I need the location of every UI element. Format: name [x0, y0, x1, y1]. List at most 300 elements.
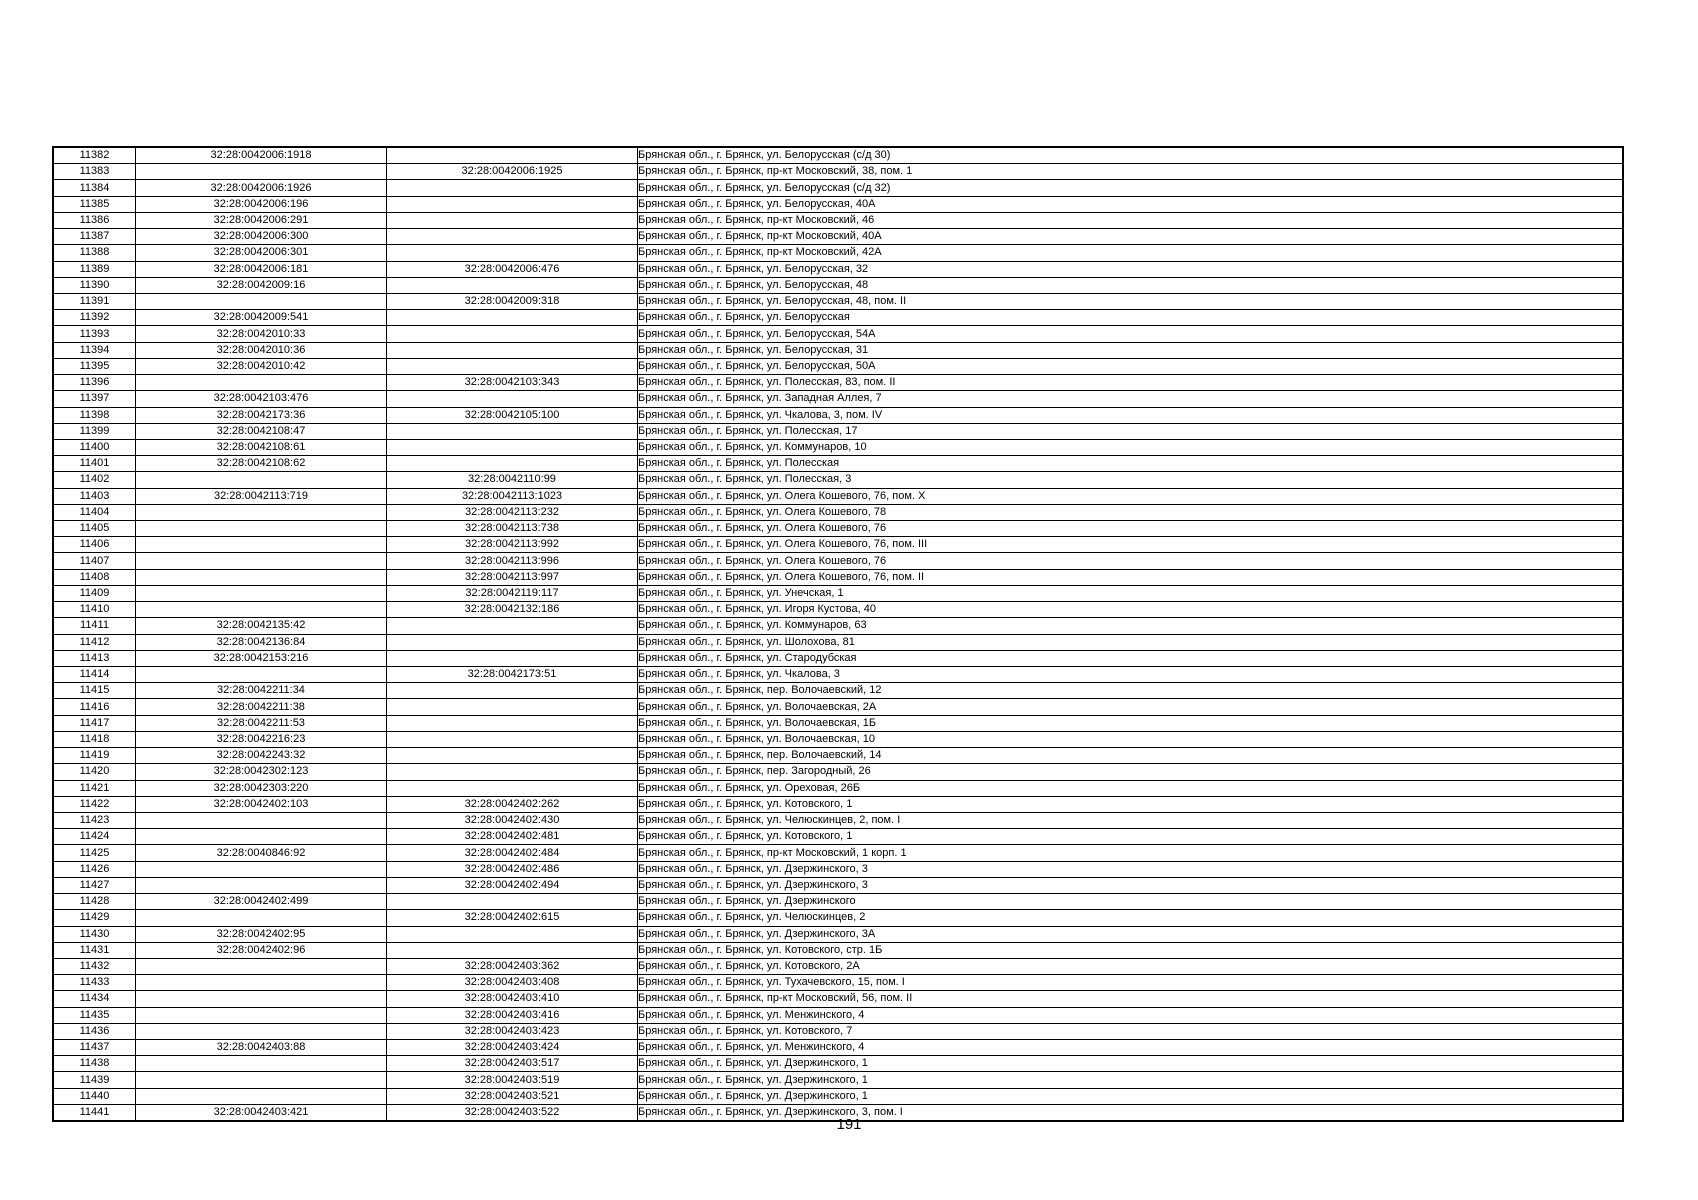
premises-cadastral-number-cell: 32:28:0042402:484 — [387, 845, 638, 861]
address-cell: Брянская обл., г. Брянск, ул. Олега Кошевого, 76, пом. II — [638, 569, 1624, 585]
cadastral-number-cell: 32:28:0042173:36 — [136, 407, 387, 423]
address-cell: Брянская обл., г. Брянск, пр-кт Московский, 40А — [638, 229, 1624, 245]
address-cell: Брянская обл., г. Брянск, ул. Белорусская (с/д 30) — [638, 147, 1624, 164]
row-number-cell: 11417 — [53, 715, 136, 731]
table-row — [53, 667, 1623, 683]
cadastral-number-cell: 32:28:0042402:103 — [136, 796, 387, 812]
row-number-cell: 11387 — [53, 229, 136, 245]
premises-cadastral-number-cell: 32:28:0042402:481 — [387, 829, 638, 845]
cadastral-number-cell — [136, 1007, 387, 1023]
address-cell: Брянская обл., г. Брянск, ул. Дзержинского, 3, пом. I — [638, 1104, 1624, 1121]
table-row — [53, 1072, 1623, 1088]
table-row — [53, 585, 1623, 601]
table-row — [53, 812, 1623, 828]
table-row — [53, 715, 1623, 731]
premises-cadastral-number-cell — [387, 618, 638, 634]
cadastral-number-cell: 32:28:0042403:88 — [136, 1040, 387, 1056]
registry-table-body — [53, 147, 1623, 1121]
row-number-cell: 11403 — [53, 488, 136, 504]
table-row — [53, 164, 1623, 180]
table-row — [53, 1023, 1623, 1039]
address-cell: Брянская обл., г. Брянск, ул. Коммунаров, 63 — [638, 618, 1624, 634]
row-number-cell: 11392 — [53, 310, 136, 326]
cadastral-number-cell — [136, 1023, 387, 1039]
address-cell: Брянская обл., г. Брянск, ул. Белорусская, 48, пом. II — [638, 293, 1624, 309]
table-row — [53, 375, 1623, 391]
row-number-cell: 11398 — [53, 407, 136, 423]
premises-cadastral-number-cell: 32:28:0042402:486 — [387, 861, 638, 877]
premises-cadastral-number-cell — [387, 391, 638, 407]
address-cell: Брянская обл., г. Брянск, пер. Волочаевский, 12 — [638, 683, 1624, 699]
address-cell: Брянская обл., г. Брянск, пр-кт Московский, 1 корп. 1 — [638, 845, 1624, 861]
cadastral-number-cell — [136, 504, 387, 520]
cadastral-number-cell — [136, 375, 387, 391]
table-row — [53, 1056, 1623, 1072]
cadastral-number-cell — [136, 991, 387, 1007]
table-row — [53, 796, 1623, 812]
cadastral-number-cell: 32:28:0042136:84 — [136, 634, 387, 650]
page-number: 191 — [836, 1116, 862, 1133]
cadastral-number-cell: 32:28:0042303:220 — [136, 780, 387, 796]
premises-cadastral-number-cell — [387, 423, 638, 439]
table-row — [53, 942, 1623, 958]
table-row — [53, 553, 1623, 569]
table-row — [53, 926, 1623, 942]
row-number-cell: 11396 — [53, 375, 136, 391]
address-cell: Брянская обл., г. Брянск, ул. Дзержинского, 1 — [638, 1088, 1624, 1104]
cadastral-number-cell: 32:28:0042006:300 — [136, 229, 387, 245]
row-number-cell: 11440 — [53, 1088, 136, 1104]
cadastral-number-cell — [136, 812, 387, 828]
row-number-cell: 11438 — [53, 1056, 136, 1072]
premises-cadastral-number-cell: 32:28:0042403:408 — [387, 975, 638, 991]
address-cell: Брянская обл., г. Брянск, ул. Олега Кошевого, 76, пом. X — [638, 488, 1624, 504]
premises-cadastral-number-cell: 32:28:0042403:522 — [387, 1104, 638, 1121]
premises-cadastral-number-cell — [387, 358, 638, 374]
address-cell: Брянская обл., г. Брянск, ул. Дзержинского — [638, 894, 1624, 910]
table-row — [53, 958, 1623, 974]
table-row — [53, 456, 1623, 472]
premises-cadastral-number-cell: 32:28:0042006:476 — [387, 261, 638, 277]
cadastral-number-cell: 32:28:0042006:196 — [136, 196, 387, 212]
row-number-cell: 11397 — [53, 391, 136, 407]
address-cell: Брянская обл., г. Брянск, ул. Котовского, 1 — [638, 829, 1624, 845]
table-row — [53, 910, 1623, 926]
premises-cadastral-number-cell — [387, 456, 638, 472]
cadastral-number-cell — [136, 164, 387, 180]
row-number-cell: 11428 — [53, 894, 136, 910]
table-row — [53, 504, 1623, 520]
table-row — [53, 602, 1623, 618]
cadastral-number-cell: 32:28:0042108:47 — [136, 423, 387, 439]
premises-cadastral-number-cell: 32:28:0042403:424 — [387, 1040, 638, 1056]
row-number-cell: 11388 — [53, 245, 136, 261]
address-cell: Брянская обл., г. Брянск, ул. Менжинского, 4 — [638, 1040, 1624, 1056]
premises-cadastral-number-cell: 32:28:0042402:494 — [387, 877, 638, 893]
table-row — [53, 326, 1623, 342]
cadastral-number-cell — [136, 293, 387, 309]
premises-cadastral-number-cell — [387, 764, 638, 780]
row-number-cell: 11409 — [53, 585, 136, 601]
premises-cadastral-number-cell — [387, 731, 638, 747]
cadastral-number-cell — [136, 569, 387, 585]
premises-cadastral-number-cell: 32:28:0042110:99 — [387, 472, 638, 488]
row-number-cell: 11434 — [53, 991, 136, 1007]
premises-cadastral-number-cell: 32:28:0042009:318 — [387, 293, 638, 309]
table-row — [53, 829, 1623, 845]
table-row — [53, 407, 1623, 423]
premises-cadastral-number-cell: 32:28:0042113:997 — [387, 569, 638, 585]
table-row — [53, 391, 1623, 407]
row-number-cell: 11410 — [53, 602, 136, 618]
address-cell: Брянская обл., г. Брянск, ул. Котовского, стр. 1Б — [638, 942, 1624, 958]
cadastral-number-cell — [136, 861, 387, 877]
cadastral-number-cell: 32:28:0042108:61 — [136, 439, 387, 455]
address-cell: Брянская обл., г. Брянск, ул. Белорусская, 31 — [638, 342, 1624, 358]
address-cell: Брянская обл., г. Брянск, ул. Чкалова, 3 — [638, 667, 1624, 683]
cadastral-number-cell: 32:28:0042211:34 — [136, 683, 387, 699]
table-row — [53, 196, 1623, 212]
address-cell: Брянская обл., г. Брянск, ул. Белорусская, 54А — [638, 326, 1624, 342]
cadastral-number-cell: 32:28:0042009:16 — [136, 277, 387, 293]
row-number-cell: 11404 — [53, 504, 136, 520]
address-cell: Брянская обл., г. Брянск, ул. Белорусская, 48 — [638, 277, 1624, 293]
row-number-cell: 11431 — [53, 942, 136, 958]
address-cell: Брянская обл., г. Брянск, ул. Олега Кошевого, 76 — [638, 521, 1624, 537]
table-row — [53, 845, 1623, 861]
cadastral-number-cell: 32:28:0042403:421 — [136, 1104, 387, 1121]
cadastral-number-cell: 32:28:0042006:1918 — [136, 147, 387, 164]
premises-cadastral-number-cell: 32:28:0042403:519 — [387, 1072, 638, 1088]
address-cell: Брянская обл., г. Брянск, ул. Челюскинцев, 2, пом. I — [638, 812, 1624, 828]
address-cell: Брянская обл., г. Брянск, пр-кт Московский, 46 — [638, 212, 1624, 228]
table-row — [53, 245, 1623, 261]
row-number-cell: 11390 — [53, 277, 136, 293]
cadastral-number-cell — [136, 1072, 387, 1088]
table-row — [53, 1007, 1623, 1023]
address-cell: Брянская обл., г. Брянск, пер. Волочаевский, 14 — [638, 748, 1624, 764]
row-number-cell: 11416 — [53, 699, 136, 715]
address-cell: Брянская обл., г. Брянск, ул. Олега Кошевого, 78 — [638, 504, 1624, 520]
row-number-cell: 11415 — [53, 683, 136, 699]
row-number-cell: 11432 — [53, 958, 136, 974]
table-row — [53, 521, 1623, 537]
cadastral-number-cell — [136, 877, 387, 893]
cadastral-number-cell: 32:28:0042211:53 — [136, 715, 387, 731]
row-number-cell: 11426 — [53, 861, 136, 877]
address-cell: Брянская обл., г. Брянск, ул. Белорусская — [638, 310, 1624, 326]
premises-cadastral-number-cell — [387, 650, 638, 666]
row-number-cell: 11383 — [53, 164, 136, 180]
table-row — [53, 764, 1623, 780]
premises-cadastral-number-cell: 32:28:0042402:615 — [387, 910, 638, 926]
cadastral-number-cell: 32:28:0042006:1926 — [136, 180, 387, 196]
table-row — [53, 229, 1623, 245]
cadastral-number-cell: 32:28:0042402:95 — [136, 926, 387, 942]
row-number-cell: 11427 — [53, 877, 136, 893]
row-number-cell: 11399 — [53, 423, 136, 439]
premises-cadastral-number-cell: 32:28:0042105:100 — [387, 407, 638, 423]
table-row — [53, 342, 1623, 358]
row-number-cell: 11411 — [53, 618, 136, 634]
cadastral-number-cell — [136, 1088, 387, 1104]
table-row — [53, 894, 1623, 910]
table-row — [53, 877, 1623, 893]
premises-cadastral-number-cell — [387, 942, 638, 958]
premises-cadastral-number-cell: 32:28:0042006:1925 — [387, 164, 638, 180]
premises-cadastral-number-cell — [387, 780, 638, 796]
cadastral-number-cell — [136, 910, 387, 926]
table-row — [53, 277, 1623, 293]
address-cell: Брянская обл., г. Брянск, ул. Котовского, 2А — [638, 958, 1624, 974]
address-cell: Брянская обл., г. Брянск, пер. Загородный, 26 — [638, 764, 1624, 780]
premises-cadastral-number-cell — [387, 229, 638, 245]
cadastral-number-cell: 32:28:0042113:719 — [136, 488, 387, 504]
premises-cadastral-number-cell — [387, 699, 638, 715]
cadastral-number-cell: 32:28:0042108:62 — [136, 456, 387, 472]
premises-cadastral-number-cell: 32:28:0042403:423 — [387, 1023, 638, 1039]
table-row — [53, 293, 1623, 309]
row-number-cell: 11386 — [53, 212, 136, 228]
address-cell: Брянская обл., г. Брянск, ул. Полесская, 83, пом. II — [638, 375, 1624, 391]
address-cell: Брянская обл., г. Брянск, ул. Игоря Кустова, 40 — [638, 602, 1624, 618]
cadastral-number-cell — [136, 958, 387, 974]
address-cell: Брянская обл., г. Брянск, ул. Котовского, 7 — [638, 1023, 1624, 1039]
cadastral-number-cell: 32:28:0042010:33 — [136, 326, 387, 342]
address-cell: Брянская обл., г. Брянск, ул. Челюскинцев, 2 — [638, 910, 1624, 926]
address-cell: Брянская обл., г. Брянск, ул. Олега Кошевого, 76 — [638, 553, 1624, 569]
address-cell: Брянская обл., г. Брянск, ул. Белорусская (с/д 32) — [638, 180, 1624, 196]
premises-cadastral-number-cell: 32:28:0042113:738 — [387, 521, 638, 537]
table-row — [53, 975, 1623, 991]
row-number-cell: 11395 — [53, 358, 136, 374]
row-number-cell: 11401 — [53, 456, 136, 472]
row-number-cell: 11419 — [53, 748, 136, 764]
row-number-cell: 11406 — [53, 537, 136, 553]
premises-cadastral-number-cell: 32:28:0042402:430 — [387, 812, 638, 828]
premises-cadastral-number-cell: 32:28:0042113:992 — [387, 537, 638, 553]
address-cell: Брянская обл., г. Брянск, ул. Стародубская — [638, 650, 1624, 666]
row-number-cell: 11385 — [53, 196, 136, 212]
premises-cadastral-number-cell: 32:28:0042113:232 — [387, 504, 638, 520]
table-row — [53, 1088, 1623, 1104]
table-row — [53, 212, 1623, 228]
premises-cadastral-number-cell — [387, 683, 638, 699]
cadastral-number-cell — [136, 585, 387, 601]
cadastral-number-cell: 32:28:0042211:38 — [136, 699, 387, 715]
premises-cadastral-number-cell: 32:28:0042403:521 — [387, 1088, 638, 1104]
row-number-cell: 11407 — [53, 553, 136, 569]
address-cell: Брянская обл., г. Брянск, ул. Западная Аллея, 7 — [638, 391, 1624, 407]
row-number-cell: 11382 — [53, 147, 136, 164]
row-number-cell: 11400 — [53, 439, 136, 455]
table-row — [53, 650, 1623, 666]
row-number-cell: 11439 — [53, 1072, 136, 1088]
address-cell: Брянская обл., г. Брянск, ул. Менжинского, 4 — [638, 1007, 1624, 1023]
row-number-cell: 11384 — [53, 180, 136, 196]
address-cell: Брянская обл., г. Брянск, ул. Дзержинского, 3 — [638, 877, 1624, 893]
cadastral-number-cell: 32:28:0042006:301 — [136, 245, 387, 261]
cadastral-number-cell: 32:28:0042216:23 — [136, 731, 387, 747]
cadastral-number-cell — [136, 472, 387, 488]
cadastral-number-cell: 32:28:0042135:42 — [136, 618, 387, 634]
premises-cadastral-number-cell — [387, 748, 638, 764]
row-number-cell: 11422 — [53, 796, 136, 812]
address-cell: Брянская обл., г. Брянск, ул. Дзержинского, 1 — [638, 1056, 1624, 1072]
table-row — [53, 488, 1623, 504]
premises-cadastral-number-cell: 32:28:0042113:996 — [387, 553, 638, 569]
row-number-cell: 11441 — [53, 1104, 136, 1121]
premises-cadastral-number-cell: 32:28:0042132:186 — [387, 602, 638, 618]
premises-cadastral-number-cell: 32:28:0042103:343 — [387, 375, 638, 391]
premises-cadastral-number-cell: 32:28:0042403:416 — [387, 1007, 638, 1023]
address-cell: Брянская обл., г. Брянск, ул. Полесская — [638, 456, 1624, 472]
row-number-cell: 11414 — [53, 667, 136, 683]
row-number-cell: 11393 — [53, 326, 136, 342]
cadastral-number-cell — [136, 537, 387, 553]
table-row — [53, 780, 1623, 796]
row-number-cell: 11425 — [53, 845, 136, 861]
table-row — [53, 748, 1623, 764]
address-cell: Брянская обл., г. Брянск, ул. Унечская, 1 — [638, 585, 1624, 601]
premises-cadastral-number-cell — [387, 245, 638, 261]
row-number-cell: 11435 — [53, 1007, 136, 1023]
address-cell: Брянская обл., г. Брянск, пр-кт Московский, 42А — [638, 245, 1624, 261]
address-cell: Брянская обл., г. Брянск, ул. Белорусская, 40А — [638, 196, 1624, 212]
table-row — [53, 731, 1623, 747]
table-row — [53, 180, 1623, 196]
row-number-cell: 11424 — [53, 829, 136, 845]
table-row — [53, 310, 1623, 326]
address-cell: Брянская обл., г. Брянск, ул. Олега Кошевого, 76, пом. III — [638, 537, 1624, 553]
table-row — [53, 423, 1623, 439]
cadastral-number-cell: 32:28:0040846:92 — [136, 845, 387, 861]
address-cell: Брянская обл., г. Брянск, ул. Белорусская, 50А — [638, 358, 1624, 374]
cadastral-number-cell: 32:28:0042010:42 — [136, 358, 387, 374]
cadastral-number-cell: 32:28:0042006:181 — [136, 261, 387, 277]
table-row — [53, 261, 1623, 277]
address-cell: Брянская обл., г. Брянск, ул. Ореховая, 26Б — [638, 780, 1624, 796]
premises-cadastral-number-cell: 32:28:0042113:1023 — [387, 488, 638, 504]
table-row — [53, 439, 1623, 455]
cadastral-number-cell: 32:28:0042402:96 — [136, 942, 387, 958]
premises-cadastral-number-cell — [387, 147, 638, 164]
row-number-cell: 11429 — [53, 910, 136, 926]
address-cell: Брянская обл., г. Брянск, ул. Волочаевская, 2А — [638, 699, 1624, 715]
address-cell: Брянская обл., г. Брянск, ул. Полесская, 17 — [638, 423, 1624, 439]
row-number-cell: 11413 — [53, 650, 136, 666]
cadastral-number-cell: 32:28:0042243:32 — [136, 748, 387, 764]
row-number-cell: 11405 — [53, 521, 136, 537]
premises-cadastral-number-cell — [387, 439, 638, 455]
table-row — [53, 991, 1623, 1007]
cadastral-number-cell — [136, 553, 387, 569]
table-row — [53, 683, 1623, 699]
address-cell: Брянская обл., г. Брянск, ул. Дзержинского, 1 — [638, 1072, 1624, 1088]
premises-cadastral-number-cell — [387, 326, 638, 342]
cadastral-number-cell — [136, 602, 387, 618]
cadastral-number-cell: 32:28:0042009:541 — [136, 310, 387, 326]
row-number-cell: 11421 — [53, 780, 136, 796]
address-cell: Брянская обл., г. Брянск, ул. Волочаевская, 1Б — [638, 715, 1624, 731]
premises-cadastral-number-cell: 32:28:0042119:117 — [387, 585, 638, 601]
cadastral-number-cell: 32:28:0042006:291 — [136, 212, 387, 228]
premises-cadastral-number-cell — [387, 926, 638, 942]
cadastral-number-cell: 32:28:0042302:123 — [136, 764, 387, 780]
row-number-cell: 11389 — [53, 261, 136, 277]
address-cell: Брянская обл., г. Брянск, ул. Чкалова, 3, пом. IV — [638, 407, 1624, 423]
premises-cadastral-number-cell — [387, 277, 638, 293]
table-row — [53, 537, 1623, 553]
row-number-cell: 11423 — [53, 812, 136, 828]
cadastral-number-cell: 32:28:0042010:36 — [136, 342, 387, 358]
address-cell: Брянская обл., г. Брянск, ул. Полесская, 3 — [638, 472, 1624, 488]
table-row — [53, 472, 1623, 488]
address-cell: Брянская обл., г. Брянск, ул. Дзержинского, 3А — [638, 926, 1624, 942]
cadastral-number-cell — [136, 667, 387, 683]
row-number-cell: 11412 — [53, 634, 136, 650]
row-number-cell: 11418 — [53, 731, 136, 747]
row-number-cell: 11433 — [53, 975, 136, 991]
premises-cadastral-number-cell — [387, 196, 638, 212]
row-number-cell: 11436 — [53, 1023, 136, 1039]
address-cell: Брянская обл., г. Брянск, ул. Дзержинского, 3 — [638, 861, 1624, 877]
address-cell: Брянская обл., г. Брянск, ул. Тухачевского, 15, пом. I — [638, 975, 1624, 991]
premises-cadastral-number-cell: 32:28:0042402:262 — [387, 796, 638, 812]
table-row — [53, 358, 1623, 374]
premises-cadastral-number-cell — [387, 310, 638, 326]
address-cell: Брянская обл., г. Брянск, ул. Коммунаров, 10 — [638, 439, 1624, 455]
address-cell: Брянская обл., г. Брянск, ул. Котовского, 1 — [638, 796, 1624, 812]
row-number-cell: 11408 — [53, 569, 136, 585]
table-row — [53, 569, 1623, 585]
cadastral-number-cell: 32:28:0042153:216 — [136, 650, 387, 666]
row-number-cell: 11420 — [53, 764, 136, 780]
table-row — [53, 1040, 1623, 1056]
table-row — [53, 699, 1623, 715]
premises-cadastral-number-cell — [387, 212, 638, 228]
premises-cadastral-number-cell: 32:28:0042403:362 — [387, 958, 638, 974]
premises-cadastral-number-cell — [387, 180, 638, 196]
row-number-cell: 11402 — [53, 472, 136, 488]
premises-cadastral-number-cell: 32:28:0042173:51 — [387, 667, 638, 683]
cadastral-number-cell — [136, 829, 387, 845]
premises-cadastral-number-cell: 32:28:0042403:517 — [387, 1056, 638, 1072]
table-row — [53, 618, 1623, 634]
row-number-cell: 11430 — [53, 926, 136, 942]
address-cell: Брянская обл., г. Брянск, ул. Волочаевская, 10 — [638, 731, 1624, 747]
row-number-cell: 11394 — [53, 342, 136, 358]
premises-cadastral-number-cell — [387, 634, 638, 650]
premises-cadastral-number-cell: 32:28:0042403:410 — [387, 991, 638, 1007]
row-number-cell: 11437 — [53, 1040, 136, 1056]
cadastral-number-cell — [136, 521, 387, 537]
cadastral-number-cell — [136, 975, 387, 991]
premises-cadastral-number-cell — [387, 894, 638, 910]
cadastral-number-cell: 32:28:0042103:476 — [136, 391, 387, 407]
row-number-cell: 11391 — [53, 293, 136, 309]
premises-cadastral-number-cell — [387, 715, 638, 731]
table-row — [53, 634, 1623, 650]
address-cell: Брянская обл., г. Брянск, пр-кт Московский, 38, пом. 1 — [638, 164, 1624, 180]
premises-cadastral-number-cell — [387, 342, 638, 358]
cadastral-number-cell — [136, 1056, 387, 1072]
cadastral-number-cell: 32:28:0042402:499 — [136, 894, 387, 910]
property-registry-table — [52, 146, 1624, 1122]
table-row — [53, 147, 1623, 164]
table-row — [53, 861, 1623, 877]
address-cell: Брянская обл., г. Брянск, пр-кт Московский, 56, пом. II — [638, 991, 1624, 1007]
